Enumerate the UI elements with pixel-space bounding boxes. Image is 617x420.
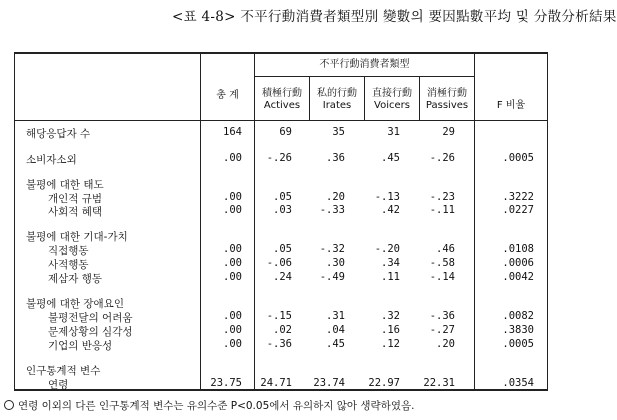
- table-cell: .20: [436, 338, 455, 350]
- table-cell: 69: [279, 126, 292, 138]
- table-cell: -.26: [266, 152, 292, 164]
- row-label: 제삼자 행동: [48, 273, 103, 285]
- table-cell: .00: [223, 191, 242, 203]
- header-type-voicers: 直接行動 Voicers: [372, 88, 412, 111]
- footnote-text: 연령 이외의 다른 인구통계적 변수는 유의수준 P<0.05에서 유의하지 않아 생략하였음.: [18, 400, 415, 412]
- table-cell: .00: [223, 204, 242, 216]
- table-cell: -.23: [429, 191, 455, 203]
- table-cell: .36: [326, 152, 345, 164]
- table-cell: -.15: [266, 310, 292, 322]
- table-cell: -.33: [319, 204, 345, 216]
- table-cell: -.20: [374, 243, 400, 255]
- table-cell: .20: [326, 191, 345, 203]
- header-type-passives: 消極行動 Passives: [425, 88, 469, 111]
- table-cell: .0227: [502, 204, 534, 216]
- table-cell: -.13: [374, 191, 400, 203]
- row-label: 소비자소외: [26, 154, 77, 166]
- table-cell: .03: [273, 204, 292, 216]
- table-cell: -.58: [429, 257, 455, 269]
- table-cell: .00: [223, 257, 242, 269]
- table-cell: 22.31: [423, 377, 455, 389]
- table-cell: .0042: [502, 271, 534, 283]
- table-cell: 24.71: [260, 377, 292, 389]
- row-label: 인구통계적 변수: [26, 365, 101, 377]
- table-cell: .46: [436, 243, 455, 255]
- table-title: <표 4-8> 不平行動消費者類型別 變數의 要因點數平均 및 分散分析結果: [172, 9, 617, 25]
- table-cell: .16: [381, 324, 400, 336]
- table-cell: 23.75: [210, 377, 242, 389]
- row-label: 기업의 반응성: [48, 340, 113, 352]
- row-label: 불평에 대한 장애요인: [26, 298, 124, 310]
- table-cell: .0354: [502, 377, 534, 389]
- table-cell: .45: [326, 338, 345, 350]
- table-cell: .42: [381, 204, 400, 216]
- table-cell: 164: [223, 126, 242, 138]
- table-cell: -.49: [319, 271, 345, 283]
- row-label: 해당응답자 수: [26, 128, 91, 140]
- header-group: 不平行動消費者類型: [319, 59, 410, 70]
- table-cell: -.36: [429, 310, 455, 322]
- table-cell: .3830: [502, 324, 534, 336]
- table-cell: .00: [223, 324, 242, 336]
- table-cell: 23.74: [313, 377, 345, 389]
- header-type-actives: 積極行動 Actives: [262, 88, 302, 111]
- table-cell: .0108: [502, 243, 534, 255]
- table-cell: .00: [223, 338, 242, 350]
- table-cell: .00: [223, 310, 242, 322]
- table-cell: .45: [381, 152, 400, 164]
- table-cell: .05: [273, 243, 292, 255]
- table-top-border: [14, 52, 548, 54]
- table-cell: .0006: [502, 257, 534, 269]
- table-cell: 35: [332, 126, 345, 138]
- table-cell: -.06: [266, 257, 292, 269]
- row-label: 불평에 대한 기대-가치: [26, 231, 128, 243]
- table-cell: .00: [223, 271, 242, 283]
- row-label: 연령: [48, 379, 69, 391]
- table-cell: -.36: [266, 338, 292, 350]
- table-cell: .02: [273, 324, 292, 336]
- table-cell: 31: [387, 126, 400, 138]
- table-cell: .0005: [502, 152, 534, 164]
- row-label: 직접행동: [48, 245, 89, 257]
- results-table: [14, 52, 548, 391]
- row-label: 문제상황의 심각성: [48, 326, 133, 338]
- table-cell: -.11: [429, 204, 455, 216]
- table-cell: 29: [442, 126, 455, 138]
- row-label: 사적행동: [48, 259, 89, 271]
- table-cell: .34: [381, 257, 400, 269]
- table-cell: -.27: [429, 324, 455, 336]
- table-cell: .12: [381, 338, 400, 350]
- table-bottom-border: [14, 389, 548, 391]
- table-cell: .31: [326, 310, 345, 322]
- header-type-irates: 私的行動 Irates: [317, 88, 357, 111]
- header-bottom-rule: [14, 120, 548, 121]
- row-label: 사회적 혜택: [48, 206, 103, 218]
- table-cell: .0082: [502, 310, 534, 322]
- footnote: [4, 398, 414, 413]
- circle-bullet-icon: [4, 400, 14, 410]
- table-cell: .00: [223, 243, 242, 255]
- row-label: 불평전달의 어려움: [48, 312, 133, 324]
- table-cell: .05: [273, 191, 292, 203]
- table-cell: .11: [381, 271, 400, 283]
- table-cell: .30: [326, 257, 345, 269]
- header-total: 총 계: [216, 90, 239, 101]
- table-cell: .0005: [502, 338, 534, 350]
- table-cell: .24: [273, 271, 292, 283]
- table-cell: -.26: [429, 152, 455, 164]
- table-cell: 22.97: [368, 377, 400, 389]
- header-f-ratio: F 비율: [496, 100, 526, 111]
- table-cell: .3222: [502, 191, 534, 203]
- table-cell: .04: [326, 324, 345, 336]
- row-label: 개인적 규범: [48, 193, 103, 205]
- table-left-border: [14, 52, 15, 391]
- table-cell: -.32: [319, 243, 345, 255]
- table-cell: .00: [223, 152, 242, 164]
- table-right-border: [547, 52, 548, 391]
- row-label: 불평에 대한 태도: [26, 179, 104, 191]
- table-cell: .32: [381, 310, 400, 322]
- table-cell: -.14: [429, 271, 455, 283]
